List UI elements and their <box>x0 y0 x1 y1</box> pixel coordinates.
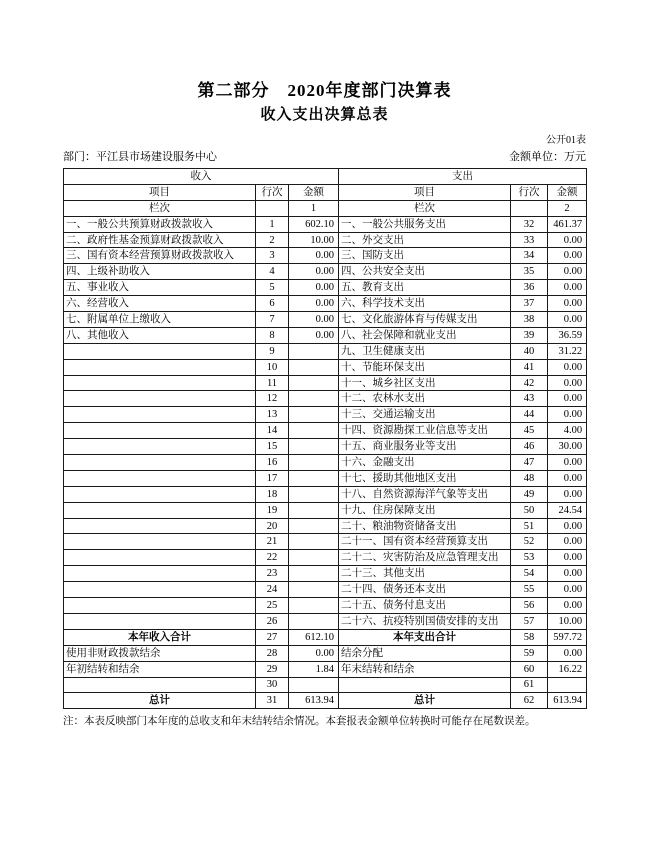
expense-line-cell: 58 <box>511 629 548 645</box>
income-line-cell: 14 <box>256 423 289 439</box>
budget-summary-table <box>63 168 587 709</box>
income-amount-cell: 0.00 <box>289 264 339 280</box>
expense-item-cell: 二、外交支出 <box>339 232 511 248</box>
expense-amount-cell: 0.00 <box>548 598 587 614</box>
expense-line-cell: 34 <box>511 248 548 264</box>
income-item-cell: 年初结转和结余 <box>64 661 256 677</box>
expense-item-cell: 七、文化旅游体育与传媒支出 <box>339 312 511 328</box>
table-row <box>64 661 587 677</box>
table-code: 公开01表 <box>546 135 586 146</box>
expense-item-cell <box>339 677 511 693</box>
income-item-cell <box>64 486 256 502</box>
income-amount-cell <box>289 486 339 502</box>
table-row <box>64 470 587 486</box>
expense-item-cell: 十三、交通运输支出 <box>339 407 511 423</box>
income-amount-cell <box>289 375 339 391</box>
income-item-cell <box>64 343 256 359</box>
expense-amount-cell: 0.00 <box>548 280 587 296</box>
income-line-cell: 5 <box>256 280 289 296</box>
expense-amount-cell: 0.00 <box>548 566 587 582</box>
income-line-cell: 28 <box>256 645 289 661</box>
expense-line-cell: 46 <box>511 439 548 455</box>
expense-column-number: 2 <box>548 200 587 216</box>
income-item-cell: 八、其他收入 <box>64 327 256 343</box>
table-row <box>64 550 587 566</box>
table-row <box>64 613 587 629</box>
table-row <box>64 407 587 423</box>
table-row <box>64 423 587 439</box>
expense-item-cell: 十四、资源勘探工业信息等支出 <box>339 423 511 439</box>
table-row <box>64 486 587 502</box>
income-amount-cell <box>289 423 339 439</box>
table-row <box>64 645 587 661</box>
expense-amount-cell: 0.00 <box>548 470 587 486</box>
income-line-cell: 18 <box>256 486 289 502</box>
income-item-cell <box>64 470 256 486</box>
document-subtitle: 收入支出决算总表 <box>260 107 389 123</box>
expense-line-cell: 52 <box>511 534 548 550</box>
expense-item-cell: 二十、粮油物资储备支出 <box>339 518 511 534</box>
expense-line-cell: 45 <box>511 423 548 439</box>
income-line-cell: 30 <box>256 677 289 693</box>
income-line-cell: 26 <box>256 613 289 629</box>
expense-line-cell: 43 <box>511 391 548 407</box>
income-amount-cell: 0.00 <box>289 645 339 661</box>
table-row <box>64 264 587 280</box>
expense-line-cell: 35 <box>511 264 548 280</box>
expense-amount-cell: 0.00 <box>548 232 587 248</box>
income-line-cell: 27 <box>256 629 289 645</box>
table-row <box>64 280 587 296</box>
expense-line-cell: 39 <box>511 327 548 343</box>
expense-item-cell: 九、卫生健康支出 <box>339 343 511 359</box>
income-amount-cell: 0.00 <box>289 248 339 264</box>
income-line-cell: 22 <box>256 550 289 566</box>
income-amount-cell <box>289 566 339 582</box>
expense-lanci-label: 栏次 <box>339 200 511 216</box>
income-amount-cell <box>289 518 339 534</box>
income-amount-cell <box>289 439 339 455</box>
income-amount-cell: 1.84 <box>289 661 339 677</box>
expense-line-cell: 36 <box>511 280 548 296</box>
expense-line-cell: 55 <box>511 582 548 598</box>
expense-item-cell: 二十二、灾害防治及应急管理支出 <box>339 550 511 566</box>
expense-amount-header: 金额 <box>548 184 587 200</box>
expense-amount-cell: 31.22 <box>548 343 587 359</box>
expense-item-cell: 结余分配 <box>339 645 511 661</box>
expense-amount-cell: 10.00 <box>548 613 587 629</box>
expense-amount-cell: 0.00 <box>548 359 587 375</box>
expense-item-cell: 十二、农林水支出 <box>339 391 511 407</box>
expense-item-cell: 十七、援助其他地区支出 <box>339 470 511 486</box>
income-amount-cell <box>289 407 339 423</box>
table-row <box>64 375 587 391</box>
income-amount-cell <box>289 677 339 693</box>
income-line-cell: 16 <box>256 455 289 471</box>
expense-amount-cell: 0.00 <box>548 582 587 598</box>
expense-amount-cell: 0.00 <box>548 486 587 502</box>
table-row <box>64 216 587 232</box>
income-line-header: 行次 <box>256 184 289 200</box>
income-amount-cell <box>289 598 339 614</box>
expense-item-cell: 二十四、债务还本支出 <box>339 582 511 598</box>
expense-line-cell: 41 <box>511 359 548 375</box>
income-item-cell <box>64 375 256 391</box>
income-line-cell: 6 <box>256 296 289 312</box>
expense-line-cell: 42 <box>511 375 548 391</box>
income-item-cell: 五、事业收入 <box>64 280 256 296</box>
expense-item-header: 项目 <box>339 184 511 200</box>
income-amount-cell: 10.00 <box>289 232 339 248</box>
income-item-cell <box>64 566 256 582</box>
expense-item-cell: 四、公共安全支出 <box>339 264 511 280</box>
document-page <box>63 0 586 729</box>
expense-item-cell: 年末结转和结余 <box>339 661 511 677</box>
expense-item-cell: 总计 <box>339 693 511 709</box>
income-line-cell: 8 <box>256 327 289 343</box>
table-row <box>64 439 587 455</box>
income-line-cell: 25 <box>256 598 289 614</box>
table-row <box>64 312 587 328</box>
income-amount-cell: 613.94 <box>289 693 339 709</box>
income-amount-cell <box>289 502 339 518</box>
expense-line-cell: 59 <box>511 645 548 661</box>
table-row <box>64 296 587 312</box>
table-row <box>64 502 587 518</box>
column-index-row <box>64 200 587 216</box>
table-row <box>64 232 587 248</box>
table-row <box>64 582 587 598</box>
income-amount-cell <box>289 582 339 598</box>
income-amount-cell: 0.00 <box>289 327 339 343</box>
expense-amount-cell: 4.00 <box>548 423 587 439</box>
income-item-cell: 一、一般公共预算财政拨款收入 <box>64 216 256 232</box>
expense-amount-cell: 30.00 <box>548 439 587 455</box>
income-line-cell: 31 <box>256 693 289 709</box>
income-amount-cell <box>289 455 339 471</box>
expense-amount-cell: 0.00 <box>548 534 587 550</box>
income-item-header: 项目 <box>64 184 256 200</box>
expense-line-cell: 33 <box>511 232 548 248</box>
income-line-cell: 10 <box>256 359 289 375</box>
income-line-cell: 1 <box>256 216 289 232</box>
income-item-cell <box>64 359 256 375</box>
income-item-cell <box>64 550 256 566</box>
expense-amount-cell: 613.94 <box>548 693 587 709</box>
expense-amount-cell: 461.37 <box>548 216 587 232</box>
expense-amount-cell: 0.00 <box>548 391 587 407</box>
expense-item-cell: 十六、金融支出 <box>339 455 511 471</box>
column-header-row <box>64 184 587 200</box>
expense-item-cell: 八、社会保障和就业支出 <box>339 327 511 343</box>
expense-line-cell: 37 <box>511 296 548 312</box>
footnote: 注：本表反映部门本年度的总收支和年末结转结余情况。本套报表金额单位转换时可能存在尾数误差。 <box>63 716 536 728</box>
income-amount-cell <box>289 343 339 359</box>
expense-line-cell: 62 <box>511 693 548 709</box>
expense-line-cell: 51 <box>511 518 548 534</box>
document-title: 第二部分 2020年度部门决算表 <box>197 81 452 100</box>
income-item-cell <box>64 677 256 693</box>
income-amount-cell: 0.00 <box>289 280 339 296</box>
expense-item-cell: 六、科学技术支出 <box>339 296 511 312</box>
income-item-cell <box>64 439 256 455</box>
income-line-cell: 29 <box>256 661 289 677</box>
expense-item-cell: 十五、商业服务业等支出 <box>339 439 511 455</box>
expense-section-header: 支出 <box>339 169 587 185</box>
expense-line-cell: 61 <box>511 677 548 693</box>
income-item-cell <box>64 518 256 534</box>
income-amount-cell <box>289 550 339 566</box>
income-amount-cell <box>289 613 339 629</box>
expense-amount-cell <box>548 677 587 693</box>
expense-item-cell: 本年支出合计 <box>339 629 511 645</box>
income-line-cell: 24 <box>256 582 289 598</box>
expense-amount-cell: 16.22 <box>548 661 587 677</box>
income-item-cell <box>64 502 256 518</box>
income-amount-cell <box>289 359 339 375</box>
income-lanci-blank <box>256 200 289 216</box>
income-amount-cell: 0.00 <box>289 312 339 328</box>
income-amount-cell: 602.10 <box>289 216 339 232</box>
income-item-cell: 三、国有资本经营预算财政拨款收入 <box>64 248 256 264</box>
expense-line-cell: 32 <box>511 216 548 232</box>
expense-amount-cell: 0.00 <box>548 645 587 661</box>
expense-line-cell: 56 <box>511 598 548 614</box>
income-item-cell <box>64 423 256 439</box>
income-line-cell: 21 <box>256 534 289 550</box>
table-row <box>64 693 587 709</box>
income-line-cell: 4 <box>256 264 289 280</box>
income-item-cell: 七、附属单位上缴收入 <box>64 312 256 328</box>
expense-amount-cell: 0.00 <box>548 296 587 312</box>
expense-line-cell: 48 <box>511 470 548 486</box>
expense-line-cell: 49 <box>511 486 548 502</box>
expense-amount-cell: 0.00 <box>548 455 587 471</box>
department-label: 部门：平江县市场建设服务中心 <box>63 151 217 163</box>
expense-item-cell: 二十一、国有资本经营预算支出 <box>339 534 511 550</box>
income-item-cell: 二、政府性基金预算财政拨款收入 <box>64 232 256 248</box>
meta-row <box>63 150 586 165</box>
expense-amount-cell: 0.00 <box>548 248 587 264</box>
expense-amount-cell: 0.00 <box>548 375 587 391</box>
expense-amount-cell: 0.00 <box>548 550 587 566</box>
income-line-cell: 20 <box>256 518 289 534</box>
income-line-cell: 9 <box>256 343 289 359</box>
expense-amount-cell: 597.72 <box>548 629 587 645</box>
expense-line-cell: 60 <box>511 661 548 677</box>
income-line-cell: 7 <box>256 312 289 328</box>
expense-line-cell: 40 <box>511 343 548 359</box>
income-item-cell <box>64 407 256 423</box>
table-row <box>64 455 587 471</box>
expense-line-cell: 50 <box>511 502 548 518</box>
expense-item-cell: 十一、城乡社区支出 <box>339 375 511 391</box>
expense-line-cell: 54 <box>511 566 548 582</box>
expense-amount-cell: 0.00 <box>548 407 587 423</box>
table-body <box>64 216 587 709</box>
income-item-cell <box>64 534 256 550</box>
expense-item-cell: 一、一般公共服务支出 <box>339 216 511 232</box>
table-row <box>64 534 587 550</box>
expense-item-cell: 二十五、债务付息支出 <box>339 598 511 614</box>
table-row <box>64 677 587 693</box>
income-line-cell: 23 <box>256 566 289 582</box>
expense-lanci-blank <box>511 200 548 216</box>
table-row <box>64 327 587 343</box>
income-amount-cell: 0.00 <box>289 296 339 312</box>
income-line-cell: 12 <box>256 391 289 407</box>
income-line-cell: 3 <box>256 248 289 264</box>
table-row <box>64 343 587 359</box>
income-column-number: 1 <box>289 200 339 216</box>
income-line-cell: 11 <box>256 375 289 391</box>
expense-line-cell: 44 <box>511 407 548 423</box>
expense-line-cell: 57 <box>511 613 548 629</box>
table-row <box>64 598 587 614</box>
income-item-cell <box>64 598 256 614</box>
table-row <box>64 391 587 407</box>
income-line-cell: 19 <box>256 502 289 518</box>
income-item-cell: 使用非财政拨款结余 <box>64 645 256 661</box>
expense-line-cell: 47 <box>511 455 548 471</box>
income-amount-header: 金额 <box>289 184 339 200</box>
income-item-cell: 六、经营收入 <box>64 296 256 312</box>
income-line-cell: 2 <box>256 232 289 248</box>
income-line-cell: 13 <box>256 407 289 423</box>
expense-amount-cell: 0.00 <box>548 518 587 534</box>
income-line-cell: 15 <box>256 439 289 455</box>
expense-line-cell: 53 <box>511 550 548 566</box>
expense-item-cell: 十、节能环保支出 <box>339 359 511 375</box>
income-item-cell: 总计 <box>64 693 256 709</box>
section-header-row <box>64 169 587 185</box>
table-row <box>64 248 587 264</box>
expense-item-cell: 五、教育支出 <box>339 280 511 296</box>
expense-item-cell: 二十三、其他支出 <box>339 566 511 582</box>
expense-item-cell: 三、国防支出 <box>339 248 511 264</box>
income-item-cell: 四、上级补助收入 <box>64 264 256 280</box>
income-item-cell <box>64 613 256 629</box>
expense-item-cell: 十八、自然资源海洋气象等支出 <box>339 486 511 502</box>
expense-item-cell: 十九、住房保障支出 <box>339 502 511 518</box>
income-item-cell <box>64 582 256 598</box>
table-row <box>64 359 587 375</box>
income-amount-cell: 612.10 <box>289 629 339 645</box>
expense-line-cell: 38 <box>511 312 548 328</box>
income-amount-cell <box>289 391 339 407</box>
unit-label: 金额单位：万元 <box>509 151 586 163</box>
table-row <box>64 518 587 534</box>
income-amount-cell <box>289 470 339 486</box>
expense-item-cell: 二十六、抗疫特别国债安排的支出 <box>339 613 511 629</box>
income-item-cell <box>64 455 256 471</box>
income-item-cell <box>64 391 256 407</box>
income-line-cell: 17 <box>256 470 289 486</box>
income-lanci-label: 栏次 <box>64 200 256 216</box>
income-section-header: 收入 <box>64 169 339 185</box>
expense-line-header: 行次 <box>511 184 548 200</box>
expense-amount-cell: 24.54 <box>548 502 587 518</box>
expense-amount-cell: 0.00 <box>548 264 587 280</box>
expense-amount-cell: 0.00 <box>548 312 587 328</box>
table-row <box>64 629 587 645</box>
table-row <box>64 566 587 582</box>
income-amount-cell <box>289 534 339 550</box>
expense-amount-cell: 36.59 <box>548 327 587 343</box>
income-item-cell: 本年收入合计 <box>64 629 256 645</box>
